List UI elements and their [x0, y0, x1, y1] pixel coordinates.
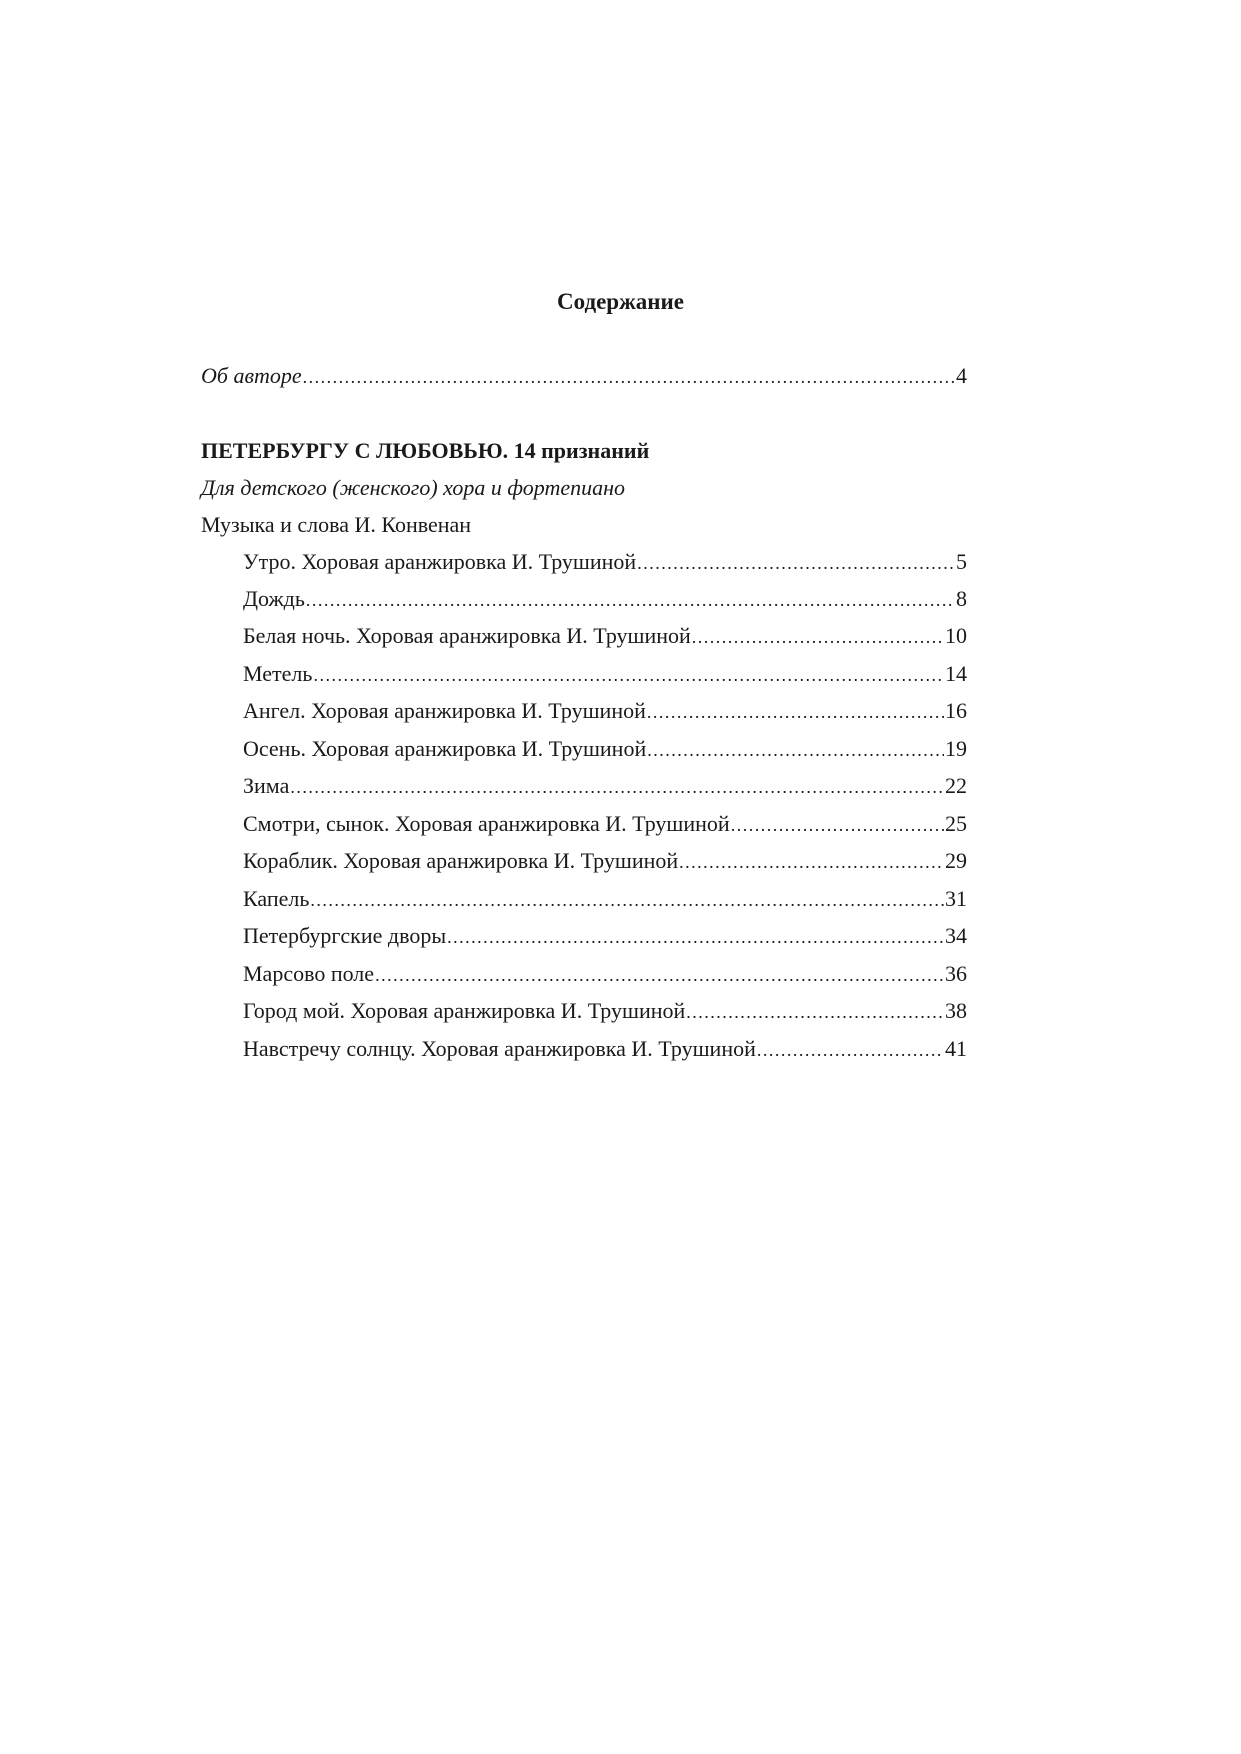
dot-leader [313, 660, 944, 690]
toc-entry-label: Навстречу солнцу. Хоровая аранжировка И. Трушиной [243, 1036, 756, 1061]
toc-entry-page: 38 [945, 998, 967, 1023]
section-subtitle: Для детского (женского) хора и фортепиано [201, 475, 626, 500]
toc-entry [243, 771, 967, 802]
dot-leader [303, 362, 955, 392]
toc-entry [243, 884, 967, 915]
toc-entry-label: Город мой. Хоровая аранжировка И. Трушиной [243, 998, 686, 1023]
section-credit: Музыка и слова И. Конвенан [201, 512, 472, 537]
dot-leader [310, 885, 944, 915]
toc-entry-label: Осень. Хоровая аранжировка И. Трушиной [243, 736, 647, 761]
toc-entry-page: 8 [956, 586, 967, 611]
toc-entry-label: Марсово поле [243, 961, 375, 986]
toc-entry [243, 809, 967, 840]
toc-entry-label: Утро. Хоровая аранжировка И. Трушиной [243, 549, 637, 574]
toc-entry-page: 4 [956, 363, 967, 388]
section-title: ПЕТЕРБУРГУ С ЛЮБОВЬЮ. 14 признаний [201, 438, 650, 463]
toc-title: Содержание [557, 289, 684, 314]
toc-entry-label: Кораблик. Хоровая аранжировка И. Трушиной [243, 848, 679, 873]
toc-entry [243, 621, 967, 652]
toc-entry-label: Ангел. Хоровая аранжировка И. Трушиной [243, 698, 646, 723]
toc-entry-label: Смотри, сынок. Хоровая аранжировка И. Трушиной [243, 811, 730, 836]
toc-entry-page: 14 [945, 661, 967, 686]
toc-entry [243, 1034, 967, 1065]
dot-leader [290, 772, 944, 802]
toc-entry-label: Дождь [243, 586, 305, 611]
toc-entry-page: 5 [956, 549, 967, 574]
dot-leader [637, 548, 955, 578]
toc-entry [243, 696, 967, 727]
toc-entry-page: 10 [945, 623, 967, 648]
dot-leader [647, 697, 944, 727]
toc-entry [243, 846, 967, 877]
toc-entry-page: 41 [945, 1036, 967, 1061]
toc-entry-page: 19 [945, 736, 967, 761]
toc-entry [243, 584, 967, 615]
dot-leader [731, 810, 944, 840]
toc-entry-label: Об авторе [201, 363, 302, 388]
dot-leader [757, 1035, 944, 1065]
toc-entry-label: Метель [243, 661, 313, 686]
toc-entry-label: Капель [243, 886, 310, 911]
toc-entry [243, 996, 967, 1027]
toc-entry-page: 16 [945, 698, 967, 723]
toc-entry-page: 25 [945, 811, 967, 836]
toc-entry-page: 22 [945, 773, 967, 798]
toc-entry-page: 31 [945, 886, 967, 911]
dot-leader [447, 922, 944, 952]
toc-entry-page: 36 [945, 961, 967, 986]
dot-leader [647, 735, 944, 765]
toc-entry [243, 734, 967, 765]
dot-leader [306, 585, 955, 615]
toc-entry [243, 959, 967, 990]
toc-entry-page: 34 [945, 923, 967, 948]
dot-leader [375, 960, 944, 990]
dot-leader [692, 622, 944, 652]
dot-leader [686, 997, 944, 1027]
toc-entry-page: 29 [945, 848, 967, 873]
toc-entry-about [201, 361, 967, 392]
dot-leader [679, 847, 944, 877]
toc-entry-label: Петербургские дворы [243, 923, 447, 948]
toc-entry [243, 547, 967, 578]
toc-entry-label: Белая ночь. Хоровая аранжировка И. Трушиной [243, 623, 691, 648]
toc-entry-label: Зима [243, 773, 290, 798]
toc-entry [243, 921, 967, 952]
toc-entry [243, 659, 967, 690]
